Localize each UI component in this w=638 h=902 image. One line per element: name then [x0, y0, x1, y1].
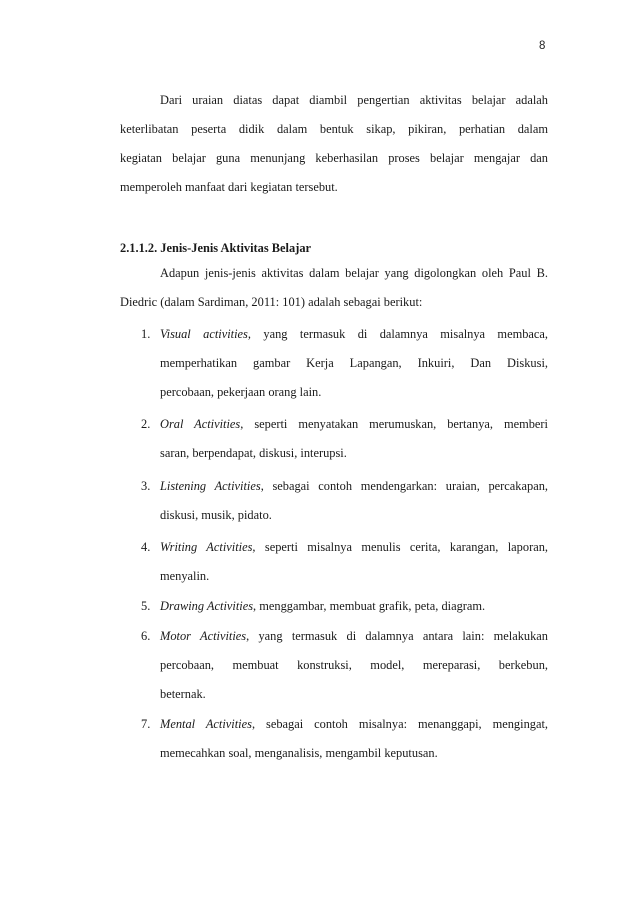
list-item-text: , seperti menyatakan merumuskan, bertanya, memberi: [240, 417, 548, 431]
list-item-text: , yang termasuk di dalamnya antara lain: melakukan: [246, 629, 549, 643]
list-item-line: diskusi, musik, pidato.: [160, 508, 272, 522]
list-item-text: , sebagai contoh misalnya: menanggapi, mengingat,: [251, 717, 548, 731]
list-item-number: 3.: [141, 479, 151, 493]
page-number: 8: [539, 40, 546, 52]
list-item-term: Visual activities,: [160, 327, 251, 341]
list-item-number: 1.: [141, 327, 151, 341]
list-item-line: [160, 628, 548, 644]
list-item-line: [160, 716, 548, 732]
list-item-line: memecahkan soal, menganalisis, mengambil keputusan.: [160, 746, 438, 760]
list-item-number: 5.: [141, 599, 151, 613]
paragraph-line: memperoleh manfaat dari kegiatan tersebut.: [120, 180, 338, 194]
list-item-line: memperhatikan gambar Kerja Lapangan, Inkuiri, Dan Diskusi,: [160, 356, 548, 370]
section-heading: 2.1.1.2. Jenis-Jenis Aktivitas Belajar: [120, 241, 312, 255]
list-item-line: menyalin.: [160, 569, 210, 583]
list-item-line: beternak.: [160, 687, 206, 701]
list-item-term: Drawing Activities: [160, 599, 254, 613]
list-item-term: Writing Activities,: [160, 540, 256, 554]
list-item-text: , menggambar, membuat grafik, peta, diagram.: [253, 599, 486, 613]
paragraph-line: keterlibatan peserta didik dalam bentuk sikap, pikiran, perhatian dalam: [120, 122, 548, 136]
section-intro-line: Adapun jenis-jenis aktivitas dalam belajar yang digolongkan oleh Paul B.: [160, 266, 548, 280]
list-item-line: [160, 478, 548, 494]
list-item-number: 4.: [141, 540, 151, 554]
paragraph-line: kegiatan belajar guna menunjang keberhasilan proses belajar mengajar dan: [120, 151, 548, 165]
list-item-text: yang termasuk di dalamnya misalnya membaca,: [250, 327, 548, 341]
list-item-text: seperti misalnya menulis cerita, karangan, laporan,: [255, 540, 548, 554]
list-item-term: Mental Activities: [160, 717, 252, 731]
list-item-line: [160, 326, 548, 342]
paragraph-line: Dari uraian diatas dapat diambil pengertian aktivitas belajar adalah: [160, 93, 548, 107]
list-item-line: [160, 539, 548, 555]
list-item-line: percobaan, pekerjaan orang lain.: [160, 385, 322, 399]
list-item-term: Oral Activities: [160, 417, 241, 431]
section-intro-line: Diedric (dalam Sardiman, 2011: 101) adalah sebagai berikut:: [120, 295, 423, 309]
list-item-line: [160, 416, 548, 432]
list-item-number: 7.: [141, 717, 151, 731]
list-item-number: 6.: [141, 629, 151, 643]
list-item-text: , sebagai contoh mendengarkan: uraian, percakapan,: [260, 479, 548, 493]
list-item-number: 2.: [141, 417, 151, 431]
list-item-line: saran, berpendapat, diskusi, interupsi.: [160, 446, 347, 460]
list-item-line: [160, 598, 548, 614]
list-item-term: Listening Activities: [160, 479, 261, 493]
list-item-term: Motor Activities: [160, 629, 247, 643]
list-item-line: percobaan, membuat konstruksi, model, mereparasi, berkebun,: [160, 658, 548, 672]
